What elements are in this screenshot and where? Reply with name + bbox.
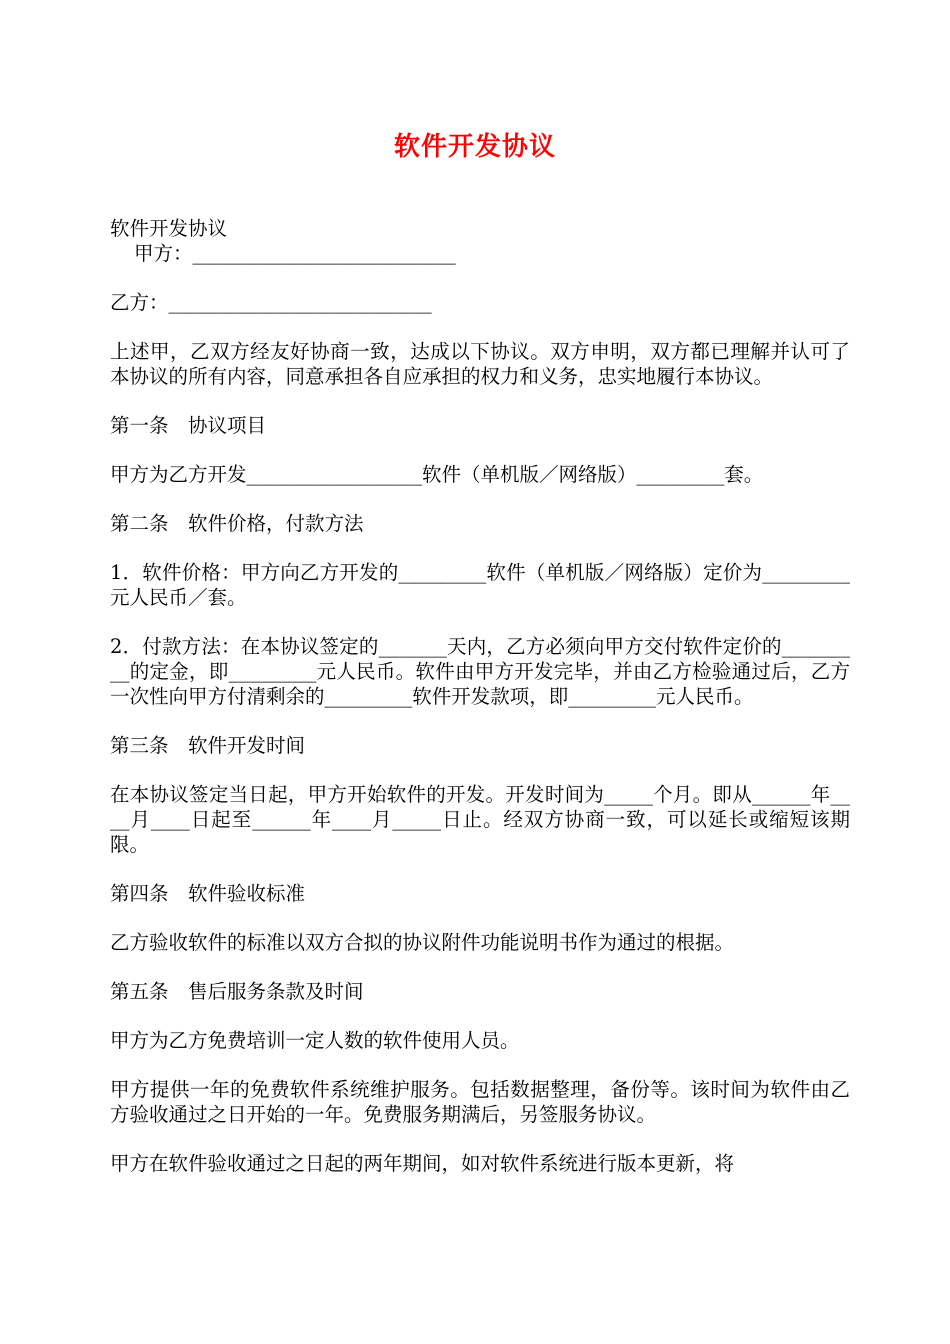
article-5-text-1: 甲方为乙方免费培训一定人数的软件使用人员。 [110,1029,520,1052]
article-4-heading: 第四条 软件验收标准 [110,882,306,905]
article-5-heading: 第五条 售后服务条款及时间 [110,980,364,1003]
document-body [110,216,850,1176]
doc-subtitle: 软件开发协议 [110,217,228,240]
article-5-text-3: 甲方在软件验收通过之日起的两年期间，如对软件系统进行版本更新，将 [110,1152,735,1175]
party-a-line: 甲方：___________________________ [134,242,456,265]
article-1-text: 甲方为乙方开发__________________软件（单机版／网络版）_________套。 [110,463,764,486]
article-2-heading: 第二条 软件价格，付款方法 [110,512,364,535]
article-2-item-1: 1．软件价格：甲方向乙方开发的_________软件（单机版／网络版）定价为_________元人民币／套。 [110,561,850,609]
document-title: 软件开发协议 [393,132,556,162]
article-4-text: 乙方验收软件的标准以双方合拟的协议附件功能说明书作为通过的根据。 [110,931,735,954]
article-3-text: 在本协议签定当日起，甲方开始软件的开发。开发时间为_____个月。即从______年____月____日起至______年____月_____日止。经双方协商一致，可以延长或缩短该期限。 [110,783,850,856]
article-5-text-2: 甲方提供一年的免费软件系统维护服务。包括数据整理，备份等。该时间为软件由乙方验收通过之日开始的一年。免费服务期满后，另签服务协议。 [110,1078,850,1126]
article-3-heading: 第三条 软件开发时间 [110,734,306,757]
preamble-paragraph: 上述甲，乙双方经友好协商一致，达成以下协议。双方申明，双方都已理解并认可了本协议的所有内容，同意承担各自应承担的权力和义务，忠实地履行本协议。 [110,340,850,388]
article-2-item-2: 2．付款方法：在本协议签定的_______天内，乙方必须向甲方交付软件定价的_________的定金，即_________元人民币。软件由甲方开发完毕，并由乙方检验通过后，乙方一次性向甲方付清剩余的_________软件开发款项，即_________元人民币。 [110,635,850,708]
party-b-line: 乙方：___________________________ [110,291,432,314]
article-1-heading: 第一条 协议项目 [110,414,267,437]
